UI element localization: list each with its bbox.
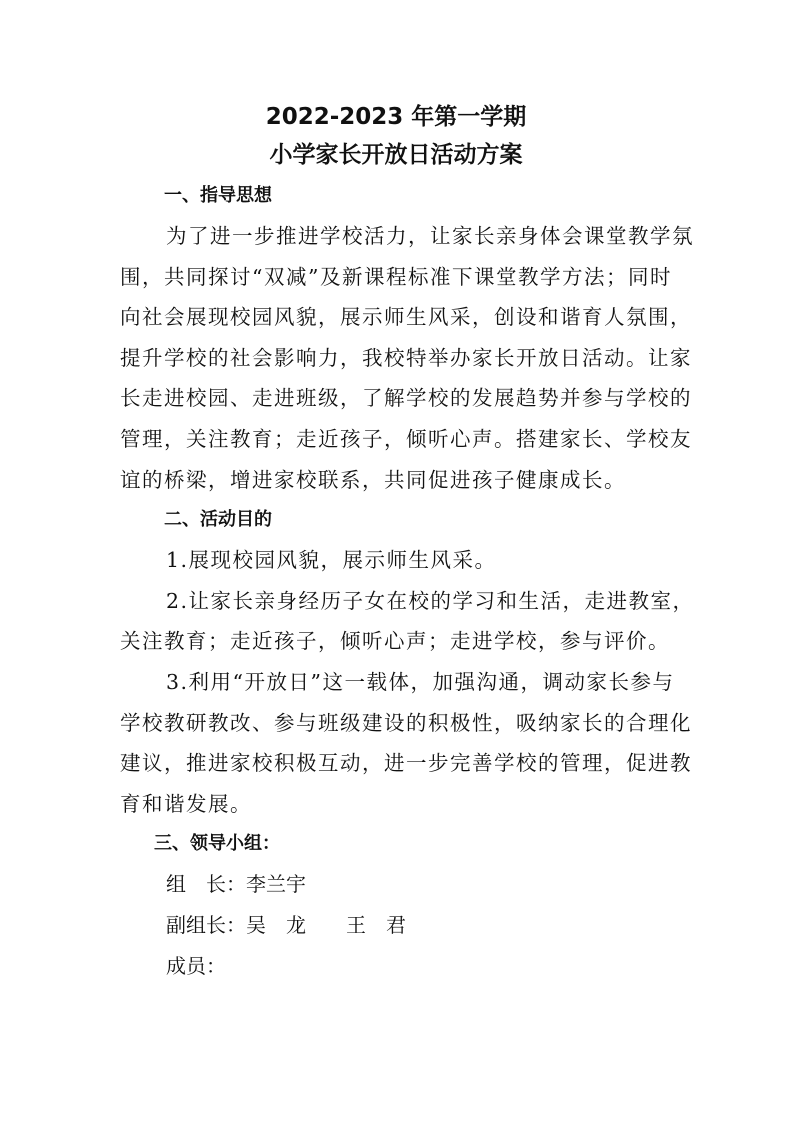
paragraph-line: 2.让家长亲身经历子女在校的学习和生活，走进教室， (166, 588, 695, 613)
paragraph-line: 1.展现校园风貌，展示师生风采。 (166, 548, 497, 573)
section-heading-guiding-ideology: 一、指导思想 (164, 185, 272, 206)
paragraph-line: 学校教研教改、参与班级建设的积极性，吸纳家长的合理化 (120, 710, 692, 735)
paragraph-line: 关注教育；走近孩子，倾听心声；走进学校，参与评价。 (120, 629, 670, 654)
paragraph-line: 提升学校的社会影响力，我校特举办家长开放日活动。让家 (120, 345, 692, 370)
member-role: 副组长： (166, 913, 246, 938)
member-row-members (120, 946, 674, 987)
member-row-deputy-leader (120, 905, 674, 946)
paragraph-line: 长走进校园、走进班级，了解学校的发展趋势并参与学校的 (120, 386, 692, 411)
member-row-leader (120, 864, 674, 905)
document-page (120, 98, 695, 987)
member-role: 成员： (166, 954, 226, 979)
document-title-year: 2022-2023 年第一学期 (265, 104, 527, 130)
paragraph-line: 3.利用“开放日”这一载体，加强沟通，调动家长参与 (166, 669, 675, 694)
purpose-item-3 (120, 662, 692, 824)
paragraph-line: 向社会展现校园风貌，展示师生风采，创设和谐育人氛围， (120, 305, 692, 330)
section-heading-activity-purpose: 二、活动目的 (164, 509, 272, 531)
purpose-item-1 (120, 540, 674, 581)
paragraph-line: 育和谐发展。 (120, 791, 252, 816)
document-title: 小学家长开放日活动方案 (269, 142, 523, 168)
section-heading-leadership-group: 三、领导小组： (154, 833, 280, 855)
member-role: 组 长： (166, 872, 246, 897)
member-names: 李兰宇 (246, 872, 306, 897)
purpose-item-2 (120, 581, 695, 662)
paragraph-line: 谊的桥梁，增进家校联系，共同促进孩子健康成长。 (120, 467, 626, 492)
paragraph-line: 管理，关注教育；走近孩子，倾听心声。搭建家长、学校友 (120, 426, 692, 451)
paragraph-line: 建议，推进家校积极互动，进一步完善学校的管理，促进教 (120, 751, 692, 776)
paragraph-line: 为了进一步推进学校活力，让家长亲身体会课堂教学氛 (166, 224, 694, 248)
paragraph-line: 围，共同探讨“双减”及新课程标准下课堂教学方法；同时 (120, 264, 672, 289)
section-paragraph-guiding-ideology (120, 216, 694, 500)
member-names: 吴 龙 王 君 (246, 913, 406, 938)
